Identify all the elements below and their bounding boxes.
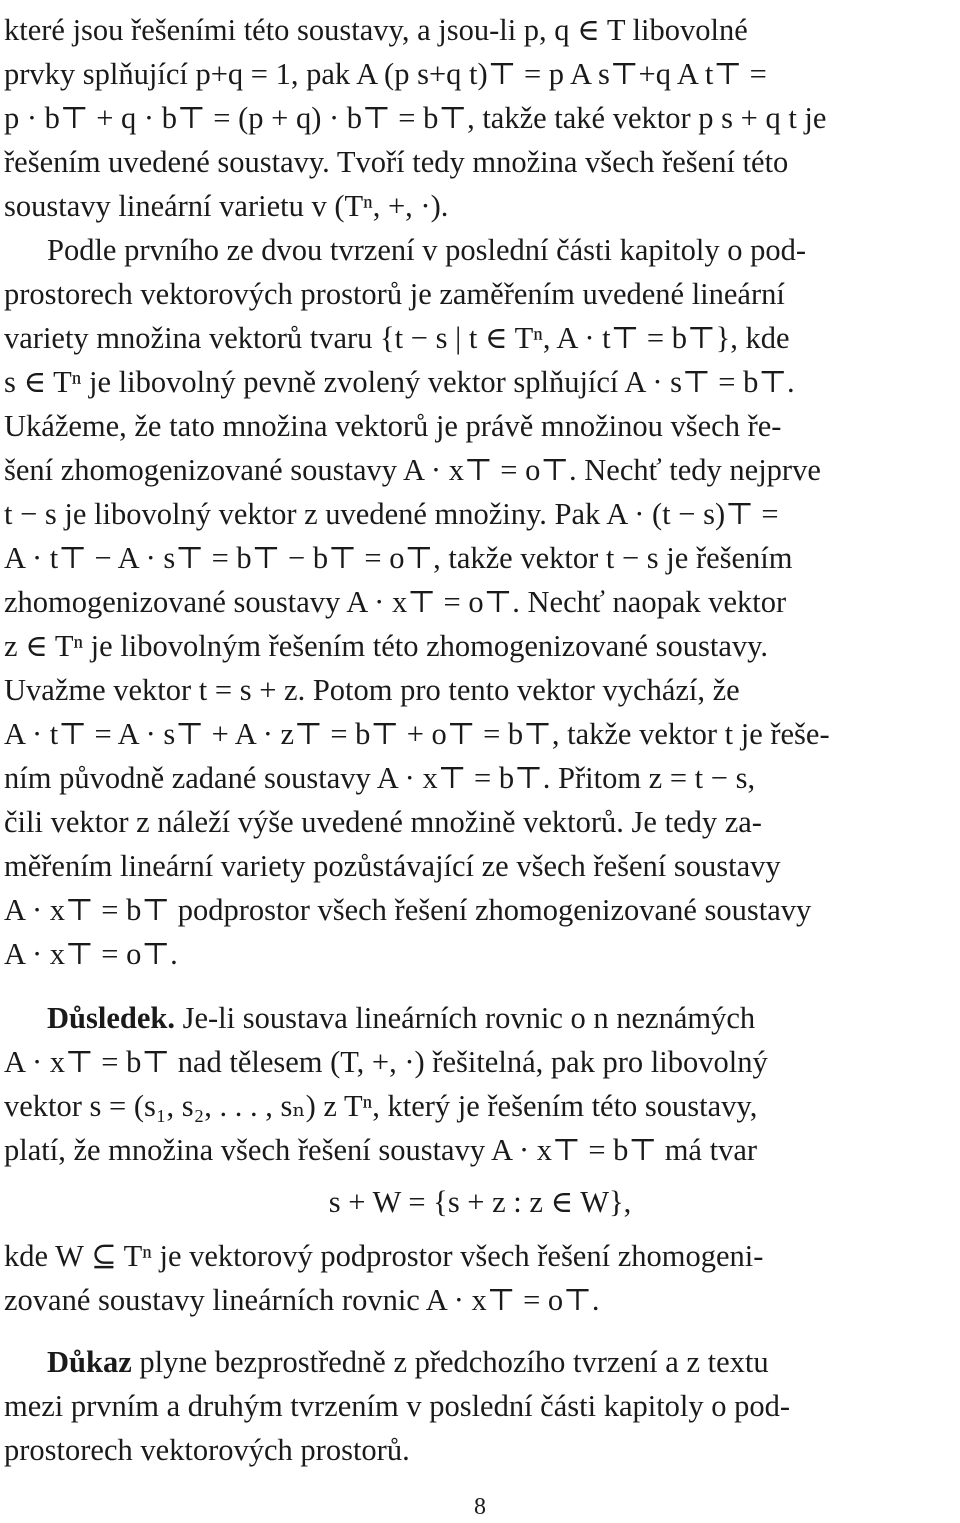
proof-heading: Důkaz — [47, 1345, 132, 1379]
corollary-first-line — [47, 996, 960, 1040]
text-line: mezi prvním a druhým tvrzením v poslední části kapitoly o pod- — [4, 1389, 791, 1423]
text-line: zhomogenizované soustavy A · x⊤ = o⊤. Nechť naopak vektor — [4, 585, 787, 619]
text-line: A · x⊤ = b⊤ nad tělesem (T, +, ·) řešitelná, pak pro libovolný — [4, 1045, 768, 1079]
text-line: plyne bezprostředně z předchozího tvrzení a z textu — [131, 1345, 769, 1379]
text-line: vektor s = (s₁, s₂, . . . , sₙ) z Tⁿ, který je řešením této soustavy, — [4, 1089, 758, 1123]
text-line: Podle prvního ze dvou tvrzení v poslední části kapitoly o pod- — [47, 233, 806, 267]
proof-first-line — [47, 1340, 960, 1384]
text-line: Ukážeme, že tato množina vektorů je právě množinou všech ře- — [4, 409, 782, 443]
text-line: t − s je libovolný vektor z uvedené množiny. Pak A · (t − s)⊤ = — [4, 497, 779, 531]
text-line: šení zhomogenizované soustavy A · x⊤ = o⊤. Nechť tedy nejprve — [4, 453, 821, 487]
display-formula: s + W = {s + z : z ∈ W}, — [328, 1185, 632, 1219]
text-line: ním původně zadané soustavy A · x⊤ = b⊤. Přitom z = t − s, — [4, 761, 756, 795]
text-line: čili vektor z náleží výše uvedené množině vektorů. Je tedy za- — [4, 805, 762, 839]
text-line: prvky splňující p+q = 1, pak A (p s+q t)⊤ = p A s⊤+q A t⊤ = — [4, 57, 767, 91]
text-line: prostorech vektorových prostorů. — [4, 1433, 410, 1467]
text-line: A · x⊤ = b⊤ podprostor všech řešení zhomogenizované soustavy — [4, 893, 812, 927]
text-line: s ∈ Tⁿ je libovolný pevně zvolený vektor splňující A · s⊤ = b⊤. — [4, 365, 795, 399]
text-line: řešením uvedené soustavy. Tvoří tedy množina všech řešení této — [4, 145, 789, 179]
text-line: Uvažme vektor t = s + z. Potom pro tento vektor vychází, že — [4, 673, 740, 707]
text-line: Je-li soustava lineárních rovnic o n neznámých — [174, 1001, 756, 1035]
text-line: A · x⊤ = o⊤. — [4, 937, 178, 971]
text-line: A · t⊤ = A · s⊤ + A · z⊤ = b⊤ + o⊤ = b⊤, takže vektor t je řeše- — [4, 717, 830, 751]
text-line: které jsou řešeními této soustavy, a jsou-li p, q ∈ T libovolné — [4, 13, 748, 47]
corollary-heading: Důsledek. — [47, 1001, 175, 1035]
page-number: 8 — [474, 1494, 486, 1520]
text-line: variety množina vektorů tvaru {t − s | t ∈ Tⁿ, A · t⊤ = b⊤}, kde — [4, 321, 790, 355]
text-line: kde W ⊆ Tⁿ je vektorový podprostor všech řešení zhomogeni- — [4, 1239, 764, 1273]
text-line: z ∈ Tⁿ je libovolným řešením této zhomogenizované soustavy. — [4, 629, 769, 663]
text-line: zované soustavy lineárních rovnic A · x⊤ = o⊤. — [4, 1283, 600, 1317]
text-line: A · t⊤ − A · s⊤ = b⊤ − b⊤ = o⊤, takže vektor t − s je řešením — [4, 541, 793, 575]
text-line: soustavy lineární varietu v (Tⁿ, +, ·). — [4, 189, 449, 223]
text-line: p · b⊤ + q · b⊤ = (p + q) · b⊤ = b⊤, takže také vektor p s + q t je — [4, 101, 827, 135]
text-line: prostorech vektorových prostorů je zaměřením uvedené lineární — [4, 277, 785, 311]
text-line: platí, že množina všech řešení soustavy A · x⊤ = b⊤ má tvar — [4, 1133, 758, 1167]
text-line: měřením lineární variety pozůstávající ze všech řešení soustavy — [4, 849, 781, 883]
